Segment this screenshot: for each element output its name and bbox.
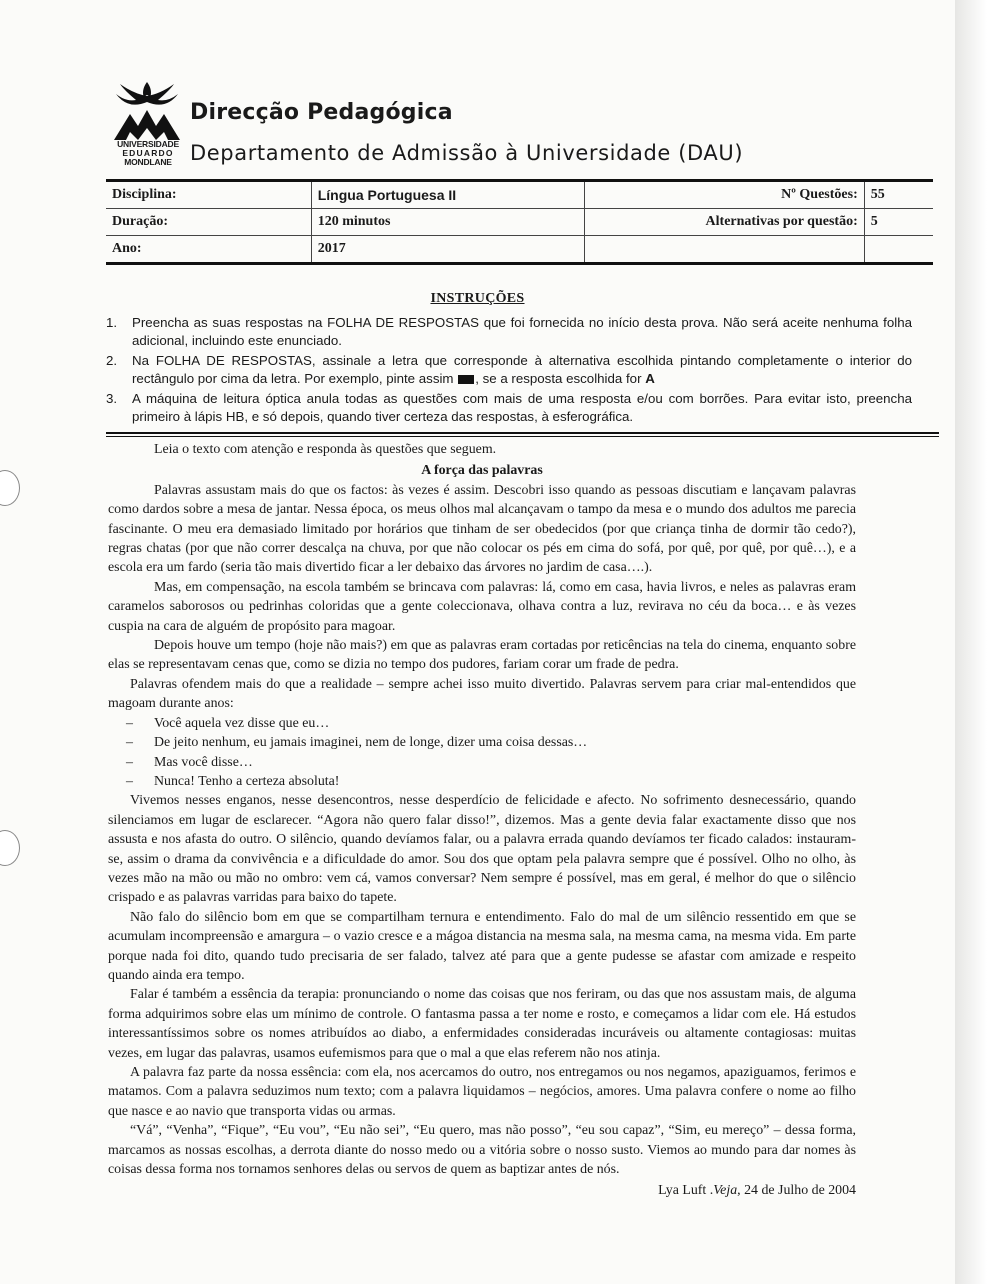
instructions-title: INSTRUÇÕES <box>430 291 525 306</box>
empty-cell <box>584 236 864 264</box>
exam-info-table <box>106 179 933 265</box>
instruction-item: 1. Preencha as suas respostas na FOLHA DE RESPOSTAS que foi fornecida no início desta prova. Não será aceite nenhuma folha adicional, incluindo este enunciado. <box>106 315 912 348</box>
punch-hole-top <box>0 470 20 506</box>
questoes-label: Nº Questões: <box>584 181 864 209</box>
header-title: Direcção Pedagógica <box>190 100 453 125</box>
instructions-list <box>106 314 912 428</box>
disciplina-value: Língua Portuguesa II <box>311 181 584 209</box>
reading-intro: Leia o texto com atenção e responda às questões que seguem. <box>154 442 497 457</box>
reading-text <box>108 440 856 1201</box>
dialogue-line: – Nunca! Tenho a certeza absoluta! <box>126 773 340 789</box>
dialogue-line: – Mas você disse… <box>126 754 253 770</box>
punch-hole-bottom <box>0 830 20 866</box>
paragraph: Palavras ofendem mais do que a realidade – sempre achei isso muito divertido. Palavras servem para criar mal-entendidos que magoam durante anos: <box>108 676 856 712</box>
empty-cell <box>864 236 933 264</box>
paragraph: Falar é também a essência da terapia: pronunciando o nome das coisas que nos feriram, ou das que nos assustam mais, de alguma forma adquirimos sobre elas um mínimo de controle. O fantasma passa a ter nome e rosto, e começamos a lidar com ele. Há estudos interessantíssimos sobre os nomes atribuídos ao diabo, a enfermidades consideradas incuráveis ou altamente contagiosas: muitas vezes, em lugar das palavras, usamos eufemismos para que o mal a que elas referem não nos atinja. <box>108 987 856 1061</box>
duracao-value: 120 minutos <box>311 209 584 236</box>
dialogue-line: – De jeito nenhum, eu jamais imaginei, nem de longe, dizer uma coisa dessas… <box>126 735 588 751</box>
filled-rectangle-icon <box>458 375 474 384</box>
duracao-label: Duração: <box>106 209 311 236</box>
paragraph: Não falo do silêncio bom em que se compartilham ternura e entendimento. Falo do mal de um silêncio ressentido em que se acumulam incompreensão e amargura – o vazio cresce e a mágoa distancia na mesma sala, na mesma cama, na mesma vida. Em parte porque nada foi dito, quando tudo precisaria de ser falado, talvez até para que a gente pudesse se afastar com amizade e respeito quando ainda era tempo. <box>108 909 856 983</box>
ano-label: Ano: <box>106 236 311 264</box>
info-row-duracao <box>106 209 933 236</box>
paragraph: Mas, em compensação, na escola também se brincava com palavras: lá, como em casa, havia livros, e neles as palavras eram caramelos saborosos ou pedrinhas coloridas que a gente coleccionava, olhava contra a luz, revirava no céu da boca… e às vezes cuspia na cara de alguém de propósito para magoar. <box>108 579 856 634</box>
info-row-ano <box>106 236 933 264</box>
disciplina-label: Disciplina: <box>106 181 311 209</box>
info-row-disciplina <box>106 181 933 209</box>
reading-title: A força das palavras <box>421 463 543 479</box>
signature: Lya Luft .Veja, 24 de Julho de 2004 <box>658 1183 856 1199</box>
alternativas-value: 5 <box>864 209 933 236</box>
dialogue-line: – Você aquela vez disse que eu… <box>126 715 330 731</box>
paragraph: Depois houve um tempo (hoje não mais?) em que as palavras eram cortadas por reticências na tela do cinema, enquanto sobre elas se representavam cenas que, como se dizia no tempo dos pudores, fariam corar um frade de pedra. <box>108 638 856 673</box>
paragraph: Palavras assustam mais do que os factos: às vezes é assim. Descobri isso quando as pessoas discutiam e lançavam palavras como dardos sobre a mesa de jantar. Nessa época, os meus olhos mal alcançavam o tampo da mesa e o mundo dos adultos me parecia fascinante. O meu era demasiado limitado por horários que tinham de ser obedecidos (por que criança tinha de dormir tão cedo?), regras chatas (por que não correr descalça na chuva, por que não colocar os pés em cima do sofá, por quê, por quê, por quê…), e a escola era um fardo (seria tão mais divertido ficar a ler debaixo das árvores no jardim de casa….). <box>108 482 856 576</box>
paragraph: A palavra faz parte da nossa essência: com ela, nos acercamos do outro, nos entregamos ou nos negamos, apaziguamos, ferimos e matamos. Com a palavra seduzimos num texto; com a palavra liquidamos – negócios, amores. Uma palavra confere o nome ao filho que nasce e ao navio que transporta vidas ou armas. <box>108 1065 856 1119</box>
divider <box>106 436 939 437</box>
questoes-value: 55 <box>864 181 933 209</box>
ano-value: 2017 <box>311 236 584 264</box>
scan-edge <box>955 0 987 1284</box>
logo-wordmark: UNIVERSIDADE EDUARDO MONDLANE <box>117 139 179 167</box>
divider <box>106 432 939 434</box>
header-subtitle: Departamento de Admissão à Universidade (DAU) <box>190 141 744 165</box>
instruction-item: 2. Na FOLHA DE RESPOSTAS, assinale a letra que corresponde à alternativa escolhida pintando completamente o interior do rectângulo por cima da letra. Por exemplo, pinte assim , se a resposta escolhida for A <box>106 353 912 386</box>
instruction-item: 3. A máquina de leitura óptica anula todas as questões com mais de uma resposta e/ou com borrões. Para evitar isto, preencha primeiro à lápis HB, e só depois, quando tiver certeza das respostas, à esferográfica. <box>106 391 912 424</box>
paragraph: Vivemos nesses enganos, nesse desencontros, nesse desperdício de felicidade e afecto. No sofrimento desnecessário, quando silenciamos em lugar de esclarecer. “Agora não quero falar disso!”, dizemos. Mas a gente devia falar exactamente disso que nos assusta e nos afasta do outro. O silêncio, quando devíamos falar, ou a palavra errada quando devíamos ter ficado calados: instauram-se, assim o drama da convivência e a dificuldade do amor. Sou dos que optam pela palavra sempre que é possível. Olho no olho, às vezes mão na mão ou mão no ombro: vem cá, vamos conversar? Nem sempre é possível, mas em geral, é melhor do que o silêncio crispado e as palavras varridas para baixo do tapete. <box>108 793 856 906</box>
paragraph: “Vá”, “Venha”, “Fique”, “Eu vou”, “Eu não sei”, “Eu quero, mas não posso”, “eu sou capaz”, “Sim, eu mereço” – dessa forma, marcamos as nossas escolhas, a derrota diante do nosso medo ou a vitória sobre o nosso susto. Viemos ao mundo para dar nomes às coisas dessa forma nos tornamos senhores delas ou servos de quem as baptizar antes de nós. <box>108 1123 856 1178</box>
alternativas-label: Alternativas por questão: <box>584 209 864 236</box>
